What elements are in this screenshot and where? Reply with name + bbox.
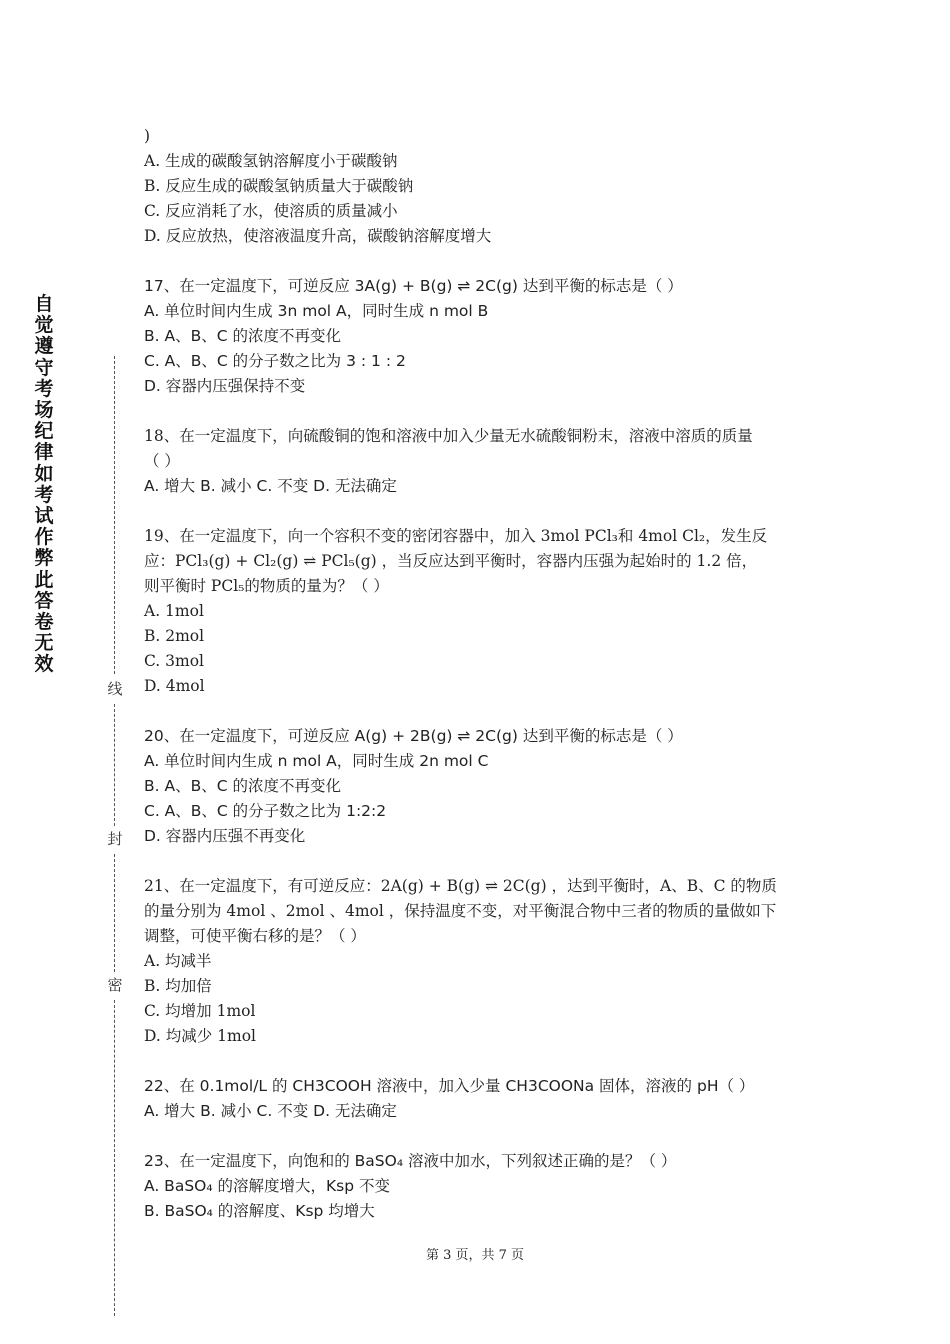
question-21-cont: 的量分别为 4mol 、2mol 、4mol ，保持温度不变，对平衡混合物中三者的物质的量做如下 xyxy=(144,902,777,920)
binding-mark-mi: 密 xyxy=(107,976,123,994)
option-line: D. 容器内压强保持不变 xyxy=(144,377,306,395)
option-line: D. 4mol xyxy=(144,677,205,695)
question-21-cont: 调整，可使平衡右移的是？（ ） xyxy=(144,927,366,945)
option-line: C. 3mol xyxy=(144,652,205,670)
binding-line-segment-1 xyxy=(114,356,115,674)
spacer xyxy=(144,1124,810,1149)
option-line: A. BaSO₄ 的溶解度增大，Ksp 不变 xyxy=(144,1177,391,1195)
option-line: D. 均减少 1mol xyxy=(144,1027,257,1045)
option-line: C. A、B、C 的分子数之比为 1:2:2 xyxy=(144,802,387,820)
option-line: B. 均加倍 xyxy=(144,977,212,995)
spacer xyxy=(144,699,810,724)
question-18: 18、在一定温度下，向硫酸铜的饱和溶液中加入少量无水硫酸铜粉末，溶液中溶质的质量 xyxy=(144,427,753,445)
question-22: 22、在 0.1mol/L 的 CH3COOH 溶液中，加入少量 CH3COONa 固体，溶液的 pH（ ） xyxy=(144,1077,755,1095)
option-line: A. 单位时间内生成 n mol A，同时生成 2n mol C xyxy=(144,752,489,770)
option-line: B. A、B、C 的浓度不再变化 xyxy=(144,327,341,345)
question-19-cont: 应：PCl₃(g) + Cl₂(g) ⇌ PCl₅(g) ，当反应达到平衡时，容器内压强为起始时的 1.2 倍， xyxy=(144,552,758,570)
spacer xyxy=(144,849,810,874)
spacer xyxy=(144,249,810,274)
option-line: D. 容器内压强不再变化 xyxy=(144,827,306,845)
option-line: B. 2mol xyxy=(144,627,205,645)
spacer xyxy=(144,499,810,524)
question-content xyxy=(144,124,810,1224)
option-line: C. 均增加 1mol xyxy=(144,1002,256,1020)
text-line: ) xyxy=(144,127,151,145)
option-line: C. 反应消耗了水，使溶质的质量减小 xyxy=(144,202,398,220)
option-line: B. 反应生成的碳酸氢钠质量大于碳酸钠 xyxy=(144,177,414,195)
binding-line-segment-2 xyxy=(114,704,115,826)
question-17: 17、在一定温度下，可逆反应 3A(g) + B(g) ⇌ 2C(g) 达到平衡的标志是（ ） xyxy=(144,277,683,295)
question-19: 19、在一定温度下，向一个容积不变的密闭容器中，加入 3mol PCl₃和 4mol Cl₂，发生反 xyxy=(144,527,768,545)
question-23: 23、在一定温度下，向饱和的 BaSO₄ 溶液中加水，下列叙述正确的是？（ ） xyxy=(144,1152,677,1170)
option-line: A. 均减半 xyxy=(144,952,212,970)
option-line: A. 增大 B. 减小 C. 不变 D. 无法确定 xyxy=(144,477,397,495)
page-footer: 第 3 页，共 7 页 xyxy=(425,1248,525,1263)
spacer xyxy=(144,1049,810,1074)
option-line: C. A、B、C 的分子数之比为 3 : 1 : 2 xyxy=(144,352,406,370)
option-line: B. BaSO₄ 的溶解度、Ksp 均增大 xyxy=(144,1202,375,1220)
option-line: A. 生成的碳酸氢钠溶解度小于碳酸钠 xyxy=(144,152,398,170)
binding-line-segment-4 xyxy=(114,1000,115,1316)
option-line: A. 1mol xyxy=(144,602,204,620)
binding-mark-xian: 线 xyxy=(107,680,123,698)
question-20: 20、在一定温度下，可逆反应 A(g) + 2B(g) ⇌ 2C(g) 达到平衡的标志是（ ） xyxy=(144,727,683,745)
binding-line-segment-3 xyxy=(114,854,115,972)
exam-discipline-notice: 自觉遵守考场纪律如考试作弊此答卷无效 xyxy=(34,293,54,676)
option-line: A. 单位时间内生成 3n mol A，同时生成 n mol B xyxy=(144,302,489,320)
spacer xyxy=(144,399,810,424)
binding-mark-feng: 封 xyxy=(107,830,123,848)
question-18-cont: （ ） xyxy=(144,452,180,470)
option-line: A. 增大 B. 减小 C. 不变 D. 无法确定 xyxy=(144,1102,397,1120)
option-line: B. A、B、C 的浓度不再变化 xyxy=(144,777,341,795)
option-line: D. 反应放热，使溶液温度升高，碳酸钠溶解度增大 xyxy=(144,227,492,245)
question-19-cont: 则平衡时 PCl₅的物质的量为？（ ） xyxy=(144,577,389,595)
question-21: 21、在一定温度下，有可逆反应：2A(g) + B(g) ⇌ 2C(g) ，达到平衡时，A、B、C 的物质 xyxy=(144,877,777,895)
